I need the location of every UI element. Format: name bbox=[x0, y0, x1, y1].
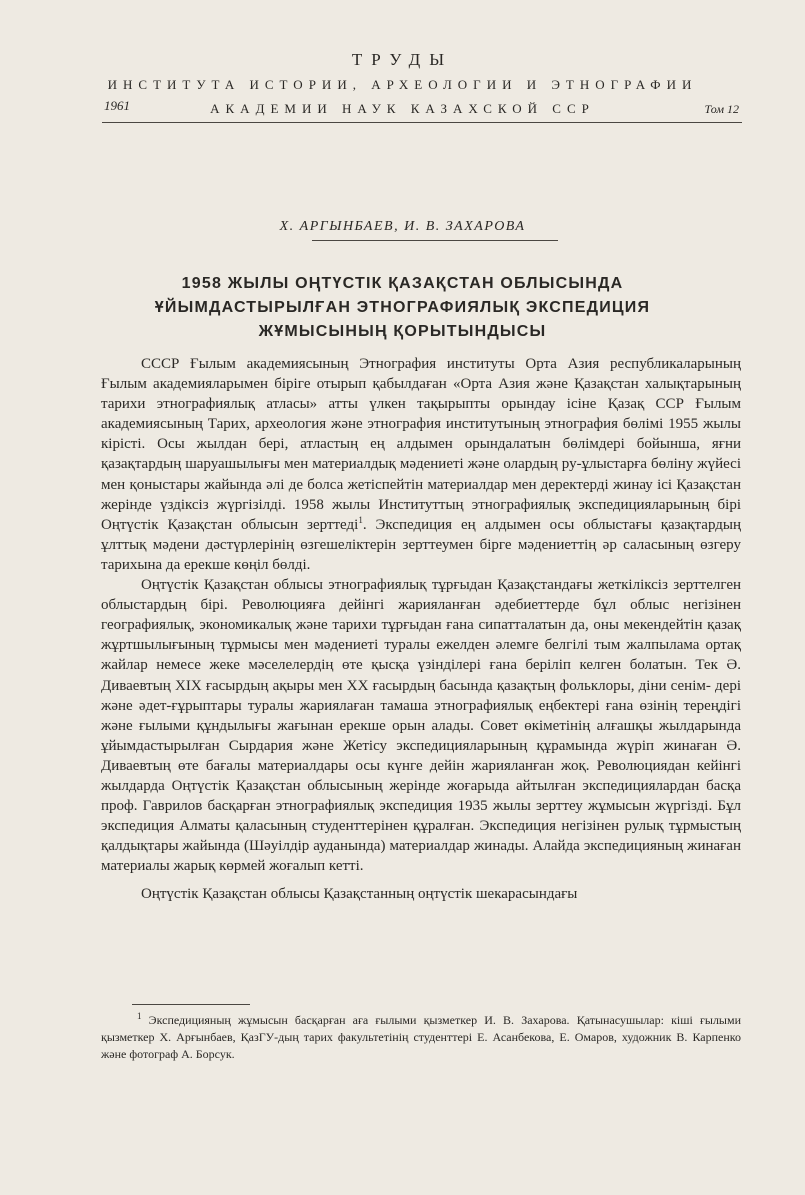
article-authors: Х. АРГЫНБАЕВ, И. В. ЗАХАРОВА bbox=[279, 219, 526, 234]
footnote-divider bbox=[132, 1004, 250, 1005]
body-paragraph bbox=[101, 354, 741, 575]
footnote-mark: 1 bbox=[137, 1011, 142, 1021]
footnote-text: Экспедицияның жұмысын басқарған аға ғылыми қызметкер И. В. Захарова. Қатынасушылар: кіші ғылыми қызметкер Х. Арғынбаев, ҚазГУ-дың тарих факультетінің студенттері Е. Асанбекова, Е. Омаров, художник В. Карпенко және фотограф А. Борсук. bbox=[101, 1013, 742, 1061]
article-title-line: 1958 ЖЫЛЫ ОҢТҮСТІК ҚАЗАҚСТАН ОБЛЫСЫНДА bbox=[181, 275, 624, 292]
body-paragraph: Оңтүстік Қазақстан облысы этнографиялық тұрғыдан Қазақстандағы жеткіліксіз зерттелген облыстардың бірі. Революцияға дейінгі жарияланған әдебиеттерде бұл облыс негізінен географиялық, экономикалық және тарихи тұрғыдан ғана сипатталатын да, оны мекендейтін қазақ жұртшылығының тұрмысы мен мәдениеті туралы ежелден әлемге белгілі тым жалпылама ортақ жайлар немесе жеке мәселелердің өте қысқа үзінділері ғана беріліп келген болатын. Тек Ә. Диваевтың XIX ғасырдың ақыры мен XX ғасырдың басында қазақтың фольклоры, діни сенім- дері және әдет-ғұрыптары туралы жариялаған тамаша этнографиялық еңбектері ғана өзінің тереңдігі және ғылыми құндылығы жағынан ерекше орын алады. Совет өкіметінің алғашқы жылдарында ұйымдастырылған Сырдария және Жетісу экспедицияларының құрамында жүріп жинаған Ә. Диваевтың өте бағалы материалдары осы күнге дейін жарияланған жоқ. Революциядан кейінгі жылдарда Оңтүстік Қазақстан облысының жерінде жоғарыда айтылған экспедициялардан басқа проф. Гаврилов басқарған этнографиялық экспедиция 1935 жылы зерттеу жұмысын жүргізді. Бұл экспедиция Алматы қаласының студенттерінен құралған. Экспедиция негізінен рулық тұрмыстың қалдықтары жайында (Шәуілдір ауданында) материалдар жинады. Алайда экспедицияның жинаған материалы жарық көрмей жоғалып кетті. bbox=[101, 577, 741, 875]
authors-underline bbox=[312, 240, 558, 241]
paragraph-text: СССР Ғылым академиясының Этнография институты Орта Азия республикаларының Ғылым академияларымен бірігe отырып қабылдаған «Орта Азия және Қазақстан халықтарының тарихи этнографиялық атласы» атты үлкен тақырыпты орындау ісіне Қазақ ССР Ғылым академиясының Тарих, археология және этнография институтының этнография бөлімі 1955 жылы кірісті. Осы жылдан бері, атластың ең алдымен орындалатын бөлімдері бойынша, яғни қазақтардың шаруашылығы мен материалдық мәдениеті және олардың ру-ұлыстарға бөліну жүйесі мен қоныстары жайында әлі де болса жетіспейтін материалдар мен деректерді жинау ісі Қазақстан жерінде үздіксіз жүргізілді. 1958 жылы Институттың этнографиялық экспедицияларының бірі Оңтүстік Қазақстан облысын зерттеді bbox=[101, 356, 741, 533]
journal-year: 1961 bbox=[104, 98, 130, 113]
article-title-line: ЖҰМЫСЫНЫҢ ҚОРЫТЫНДЫСЫ bbox=[258, 323, 547, 340]
body-paragraph: Оңтүстік Қазақстан облысы Қазақстанның оңтүстік шекарасындағы bbox=[141, 886, 578, 903]
header-divider bbox=[102, 122, 742, 123]
footnote-reference: 1 bbox=[358, 514, 363, 525]
article-body bbox=[101, 354, 741, 905]
footnote bbox=[101, 1012, 741, 1063]
paragraph-text: . Экспедиция ең алдымен осы облыстағы қазақтардың ұлттық мәдени дәстүрлерінің өзгешеліктерін зерттеумен бірге мәдениеттің әр саласының өзгеру тарихына да ерекше көңіл бөлді. bbox=[101, 516, 741, 573]
journal-title: ТРУДЫ bbox=[351, 50, 454, 69]
article-title bbox=[0, 272, 805, 344]
article-title-line: ҰЙЫМДАСТЫРЫЛҒАН ЭТНОГРАФИЯЛЫҚ ЭКСПЕДИЦИЯ bbox=[154, 299, 651, 316]
journal-institute-line: ИНСТИТУТА ИСТОРИИ, АРХЕОЛОГИИ И ЭТНОГРАФИИ bbox=[107, 77, 698, 92]
journal-academy-line: АКАДЕМИИ НАУК КАЗАХСКОЙ ССР bbox=[210, 101, 595, 116]
journal-volume: Том 12 bbox=[704, 102, 739, 116]
